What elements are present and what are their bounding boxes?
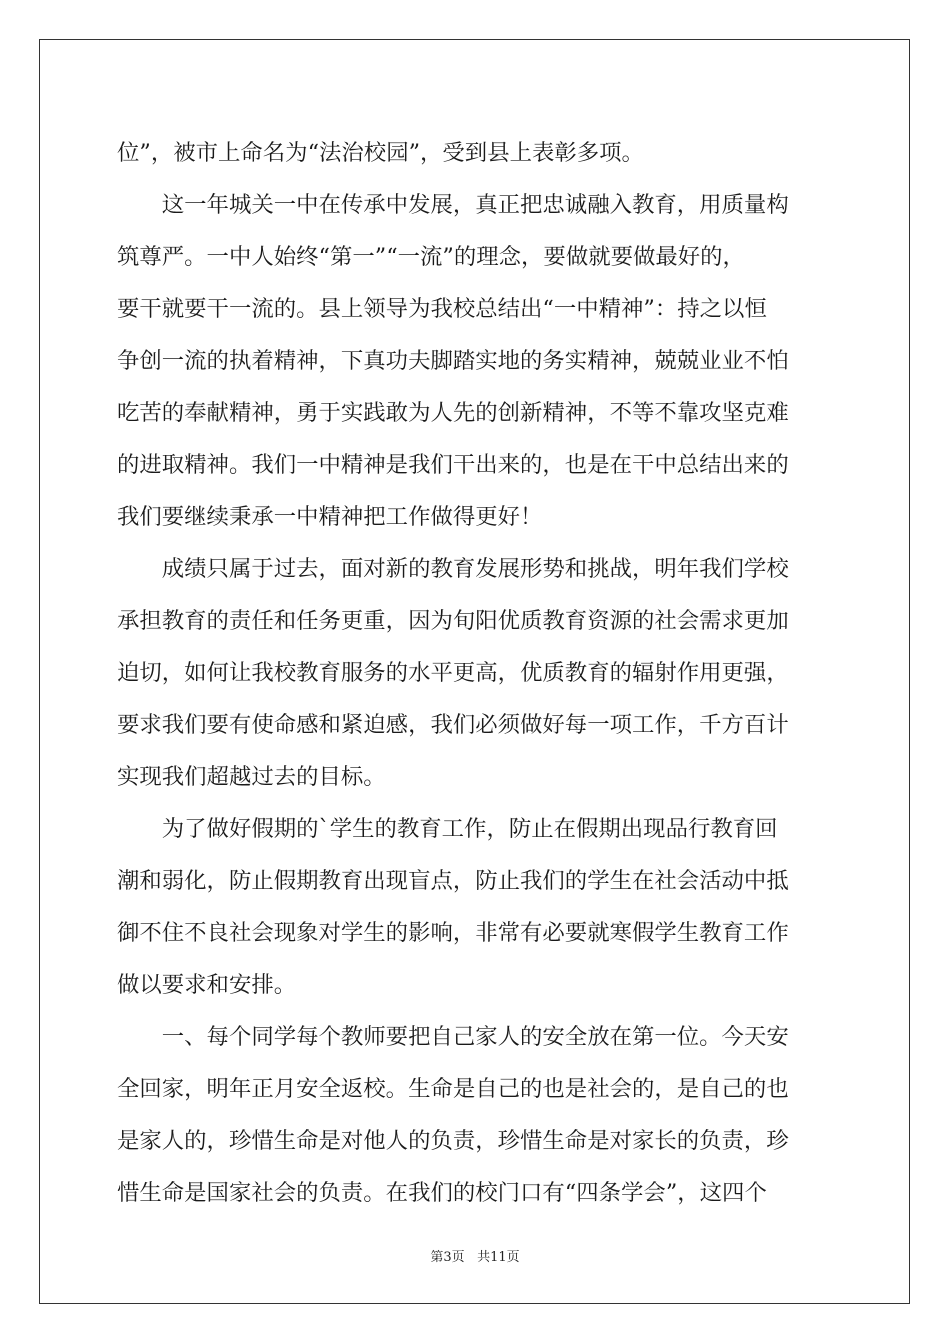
paragraph (117, 543, 833, 803)
text-line: 吃苦的奉献精神，勇于实践敢为人先的创新精神，不等不靠攻坚克难 (117, 400, 789, 426)
page-number: 第3页 (430, 1250, 465, 1265)
text-line: 承担教育的责任和任务更重，因为旬阳优质教育资源的社会需求更加 (117, 608, 789, 634)
paragraph (117, 1011, 833, 1219)
text-line: 实现我们超越过去的目标。 (117, 764, 386, 790)
text-line: 是家人的，珍惜生命是对他人的负责，珍惜生命是对家长的负责，珍 (117, 1128, 789, 1154)
paragraph (117, 179, 833, 543)
text-line: 全回家，明年正月安全返校。生命是自己的也是社会的，是自己的也 (117, 1076, 789, 1102)
text-line: 位”，被市上命名为“法治校园”，受到县上表彰多项。 (117, 140, 644, 166)
document-body (117, 127, 833, 1219)
text-line: 做以要求和安排。 (117, 972, 297, 998)
text-line: 要求我们要有使命感和紧迫感，我们必须做好每一项工作，千方百计 (117, 712, 789, 738)
text-line: 要干就要干一流的。县上领导为我校总结出“一中精神”：持之以恒 (117, 296, 767, 322)
text-line: 御不住不良社会现象对学生的影响，非常有必要就寒假学生教育工作 (117, 920, 789, 946)
text-line: 筑尊严。一中人始终“第一”“一流”的理念，要做就要做最好的， (117, 244, 745, 270)
text-line: 迫切，如何让我校教育服务的水平更高，优质教育的辐射作用更强， (117, 660, 789, 686)
page-footer (0, 1246, 950, 1265)
text-line: 成绩只属于过去，面对新的教育发展形势和挑战，明年我们学校 (117, 556, 789, 582)
paragraph (117, 127, 833, 179)
text-line: 潮和弱化，防止假期教育出现盲点，防止我们的学生在社会活动中抵 (117, 868, 789, 894)
text-line: 争创一流的执着精神，下真功夫脚踏实地的务实精神，兢兢业业不怕 (117, 348, 789, 374)
text-line: 为了做好假期的`学生的教育工作，防止在假期出现品行教育回 (117, 816, 778, 842)
text-line: 惜生命是国家社会的负责。在我们的校门口有“四条学会”，这四个 (117, 1180, 767, 1206)
total-pages: 共11页 (477, 1250, 520, 1265)
paragraph (117, 803, 833, 1011)
text-line: 我们要继续秉承一中精神把工作做得更好！ (117, 504, 543, 530)
text-line: 的进取精神。我们一中精神是我们干出来的，也是在干中总结出来的 (117, 452, 789, 478)
text-line: 这一年城关一中在传承中发展，真正把忠诚融入教育，用质量构 (117, 192, 789, 218)
text-line: 一、每个同学每个教师要把自己家人的安全放在第一位。今天安 (117, 1024, 789, 1050)
